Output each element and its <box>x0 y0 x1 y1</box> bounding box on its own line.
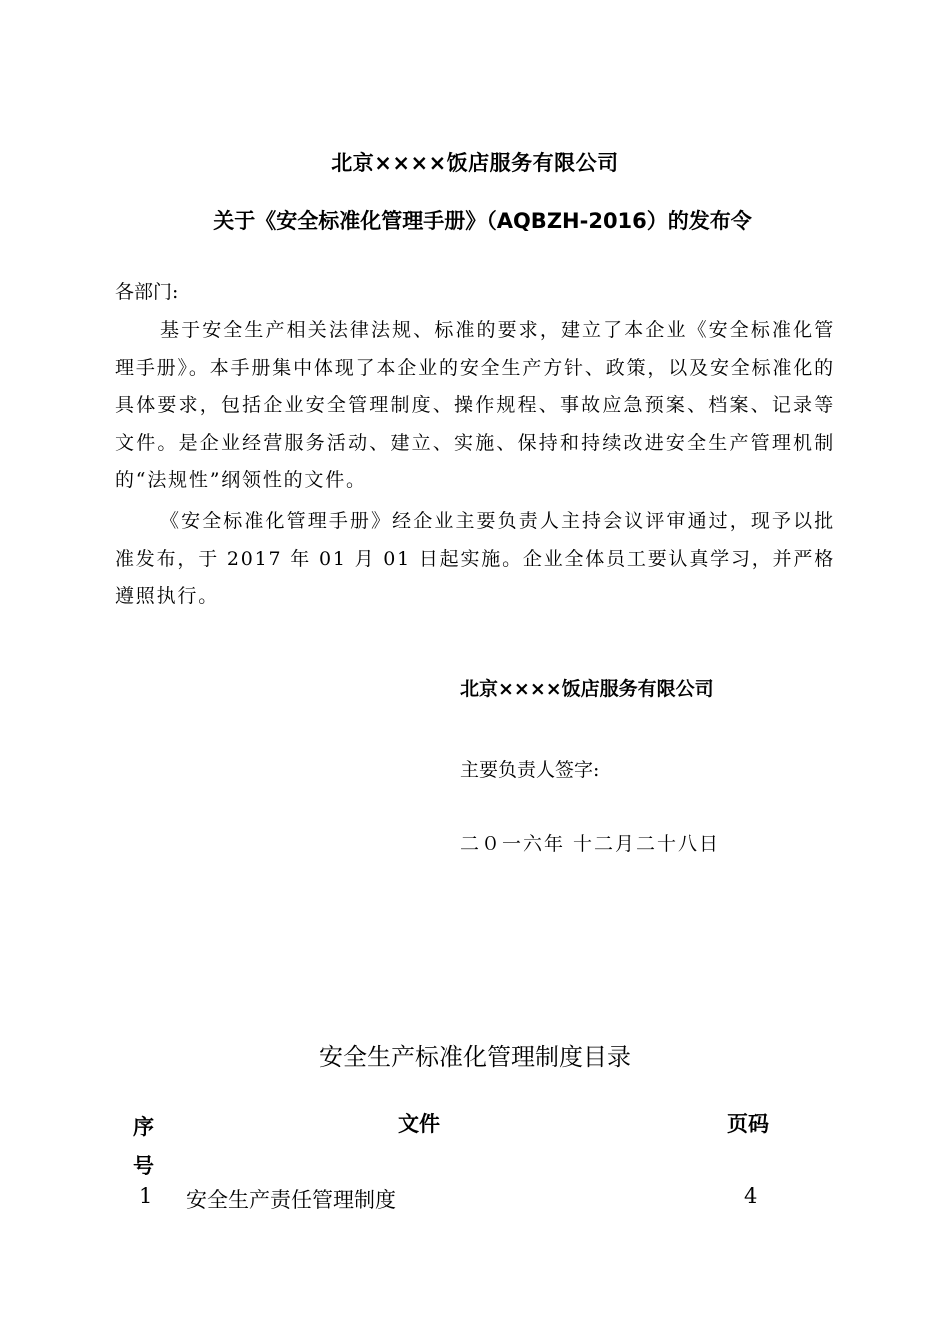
signature-company: 北京××××饭店服务有限公司 <box>460 678 714 700</box>
toc-row-number: 1 <box>139 1184 153 1208</box>
paragraph-1: 基于安全生产相关法律法规、标准的要求，建立了本企业《安全标准化管理手册》。本手册集中体现了本企业的安全生产方针、政策，以及安全标准化的具体要求，包括企业安全管理制度、操作规程、事故应急预案、档案、记录等文件。是企业经营服务活动、建立、实施、保持和持续改进安全生产管理机制的“法规性”纲领性的文件。 <box>115 319 835 491</box>
toc-header-file: 文件 <box>398 1112 440 1136</box>
toc-header-number: 序号 <box>133 1115 154 1178</box>
paragraph-2: 《安全标准化管理手册》经企业主要负责人主持会议评审通过，现予以批准发布，于 2017 年 01 月 01 日起实施。企业全体员工要认真学习，并严格遵照执行。 <box>115 510 835 607</box>
decree-title: 关于《安全标准化管理手册》（AQBZH-2016）的发布令 <box>213 209 752 233</box>
company-title: 北京××××饭店服务有限公司 <box>331 151 619 175</box>
toc-header-page: 页码 <box>727 1112 769 1136</box>
toc-row-page: 4 <box>744 1184 758 1208</box>
salutation: 各部门: <box>115 281 179 303</box>
toc-row-file: 安全生产责任管理制度 <box>186 1188 396 1212</box>
signer-label: 主要负责人签字: <box>460 759 600 781</box>
toc-title: 安全生产标准化管理制度目录 <box>319 1043 631 1071</box>
signature-date: 二０一六年 十二月二十八日 <box>460 833 721 855</box>
